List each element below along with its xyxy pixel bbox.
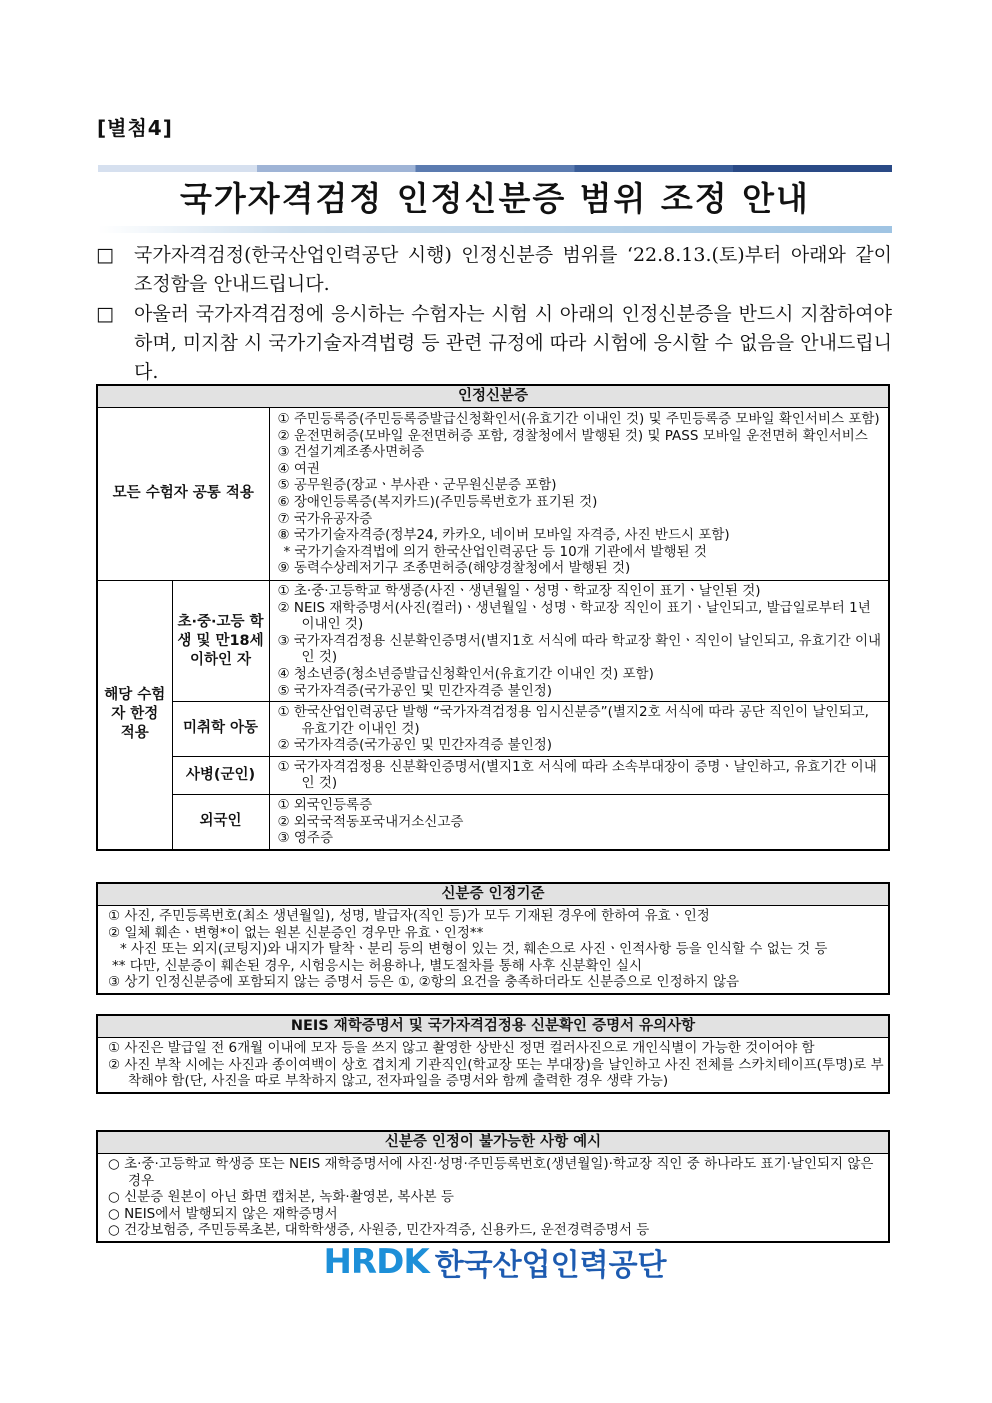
title-top-bar — [98, 165, 892, 172]
list-item: ① 사진, 주민등록번호(최소 생년월일), 성명, 발급자(직인 등)가 모두 기재된 경우에 한하여 유효ㆍ인정 — [108, 908, 710, 924]
list-item: ① 주민등록증(주민등록증발급신청확인서(유효기간 이내인 것) 및 주민등록증 모바일 확인서비스 포함) — [277, 411, 880, 427]
neis-items — [97, 1038, 889, 1093]
attachment-label: [별첨4] — [97, 116, 173, 140]
page-title: 국가자격검정 인정신분증 범위 조정 안내 — [180, 179, 810, 218]
neis-header: NEIS 재학증명서 및 국가자격검정용 신분확인 증명서 유의사항 — [97, 1015, 889, 1038]
list-item: ① 사진은 발급일 전 6개월 이내에 모자 등을 쓰지 않고 촬영한 상반신 정면 컬러사진으로 개인식별이 가능한 것이어야 함 — [108, 1040, 815, 1056]
intro-paragraph-2 — [96, 300, 892, 387]
foreigner-label: 외국인 — [172, 795, 269, 850]
footer — [98, 1240, 892, 1283]
id-table — [96, 384, 890, 851]
list-item: ○ 신분증 원본이 아닌 화면 캡처본, 녹화·촬영본, 복사본 등 — [108, 1189, 454, 1206]
list-item: ○ 건강보험증, 주민등록초본, 대학학생증, 사원증, 민간자격증, 신용카드, 운전경력증명서 등 — [108, 1222, 650, 1239]
invalid-table — [96, 1130, 890, 1243]
list-item: ⑤ 공무원증(장교ㆍ부사관ㆍ군무원신분증 포함) — [277, 477, 557, 494]
list-item: ③ 국가자격검정용 신분확인증명서(별지1호 서식에 따라 학교장 확인ㆍ직인이 날인되고, 유효기간 이내인 것) — [277, 632, 882, 666]
students-items — [269, 580, 889, 701]
square-bullet-icon: □ — [96, 244, 114, 266]
list-item: ② NEIS 재학증명서(사진(컬러)ㆍ생년월일ㆍ성명ㆍ학교장 직인이 표기ㆍ날인되고, 발급일로부터 1년 이내인 것) — [277, 599, 871, 633]
criteria-items — [97, 906, 889, 994]
soldier-items — [269, 756, 889, 794]
list-item: ② 국가자격증(국가공인 및 민간자격증 불인정) — [277, 737, 553, 754]
list-item: ② 운전면허증(모바일 운전면허증 포함, 경찰청에서 발행된 것) 및 PASS 모바일 운전면허 확인서비스 — [277, 427, 868, 444]
preschool-label: 미취학 아동 — [172, 702, 269, 757]
list-item: ○ NEIS에서 발행되지 않은 재학증명서 — [108, 1205, 338, 1222]
list-item: ② 사진 부착 시에는 사진과 종이여백이 상호 겹치게 기관직인(학교장 또는 부대장)을 날인하고 사진 전체를 스카치테이프(투명)로 부착해야 함(단, 사진을 따로 부착하지 않고, 전자파일을 증명서와 함께 출력한 경우 생략 가능) — [108, 1056, 884, 1090]
list-item: ⑧ 국가기술자격증(정부24, 카카오, 네이버 모바일 자격증, 사진 반드시 포함) — [277, 527, 730, 544]
list-item: ④ 청소년증(청소년증발급신청확인서(유효기간 이내인 것) 포함) — [277, 665, 654, 682]
id-table-header: 인정신분증 — [97, 385, 889, 408]
invalid-items — [97, 1154, 889, 1242]
students-label: 초·중·고등 학생 및 만18세 이하인 자 — [172, 580, 269, 701]
list-item: ④ 여권 — [277, 460, 320, 477]
invalid-header: 신분증 인정이 불가능한 사항 예시 — [97, 1131, 889, 1154]
soldier-label: 사병(군인) — [172, 756, 269, 794]
list-item: ① 국가자격검정용 신분확인증명서(별지1호 서식에 따라 소속부대장이 증명ㆍ날인하고, 유효기간 이내인 것) — [277, 758, 877, 792]
intro-paragraph-1 — [96, 241, 892, 299]
specific-label: 해당 수험자 한정 적용 — [97, 580, 172, 849]
list-item: ② 일체 훼손ㆍ변형*이 없는 원본 신분증인 경우만 유효ㆍ인정** — [108, 924, 484, 941]
square-bullet-icon: □ — [96, 303, 114, 325]
list-item: ③ 상기 인정신분증에 포함되지 않는 증명서 등은 ①, ②항의 요건을 충족하더라도 신분증으로 인정하지 않음 — [108, 974, 740, 991]
logo-mark: HRDK — [323, 1242, 429, 1282]
neis-table — [96, 1014, 890, 1094]
list-item: ① 초·중·고등학교 학생증(사진ㆍ생년월일ㆍ성명ㆍ학교장 직인이 표기ㆍ날인된 것) — [277, 582, 761, 599]
list-item: ③ 건설기계조종사면허증 — [277, 444, 425, 461]
common-items — [269, 408, 889, 581]
list-item: ⑤ 국가자격증(국가공인 및 민간자격증 불인정) — [277, 682, 553, 699]
intro-paragraph-2-text: 아울러 국가자격검정에 응시하는 수험자는 시험 시 아래의 인정신분증을 반드시 지참하여야 하며, 미지참 시 국가기술자격법령 등 관련 규정에 따라 시험에 응시할 수 없음을 안내드립니다. — [134, 303, 892, 383]
criteria-table — [96, 882, 890, 995]
list-item: ○ 초·중·고등학교 학생증 또는 NEIS 재학증명서에 사진·성명·주민등록번호(생년월일)·학교장 직인 중 하나라도 표기·날인되지 않은 경우 — [108, 1156, 874, 1189]
list-item: ⑦ 국가유공자증 — [277, 510, 373, 527]
list-note: * 국가기술자격법에 의거 한국산업인력공단 등 10개 기관에서 발행된 것 — [283, 543, 707, 560]
intro-paragraph-1-text: 국가자격검정(한국산업인력공단 시행) 인정신분증 범위를 ‘22.8.13.(토)부터 아래와 같이 조정함을 안내드립니다. — [134, 244, 892, 295]
list-item: ① 한국산업인력공단 발행 “국가자격검정용 임시신분증”(별지2호 서식에 따라 공단 직인이 날인되고, 유효기간 이내인 것) — [277, 704, 869, 737]
list-item: ⑨ 동력수상레저기구 조종면허증(해양경찰청에서 발행된 것) — [277, 560, 631, 577]
common-label: 모든 수험자 공통 적용 — [97, 408, 269, 581]
foreigner-items — [269, 795, 889, 850]
list-note: * 사진 또는 외지(코팅지)와 내지가 탈착ㆍ분리 등의 변형이 있는 것, 훼손으로 사진ㆍ인적사항 등을 인식할 수 없는 것 등 — [120, 941, 828, 958]
title-bottom-bar — [98, 226, 892, 233]
list-item: ② 외국국적동포국내거소신고증 — [277, 813, 464, 830]
preschool-items — [269, 702, 889, 757]
criteria-header: 신분증 인정기준 — [97, 883, 889, 906]
list-item: ⑥ 장애인등록증(복지카드)(주민등록번호가 표기된 것) — [277, 493, 598, 510]
hrdk-logo — [323, 1240, 666, 1284]
logo-text: 한국산업인력공단 — [434, 1248, 667, 1283]
list-note: ** 다만, 신분증이 훼손된 경우, 시험응시는 허용하나, 별도절차를 통해 사후 신분확인 실시 — [112, 957, 643, 974]
list-item: ③ 영주증 — [277, 830, 334, 847]
list-item: ① 외국인등록증 — [277, 797, 373, 814]
